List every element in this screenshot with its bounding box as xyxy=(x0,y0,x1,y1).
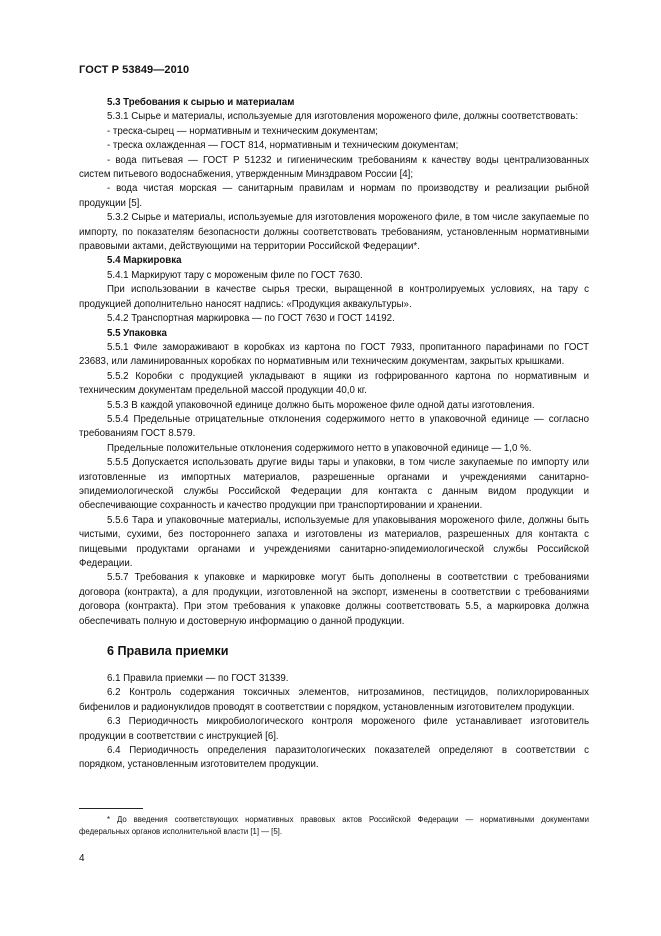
paragraph-5-5-4: 5.5.4 Предельные отрицательные отклонения содержимого нетто в упаковочной единице — согласно требованиям ГОСТ 8.579. xyxy=(79,413,589,440)
paragraph-5-5-2: 5.5.2 Коробки с продукцией укладывают в ящики из гофрированного картона по нормативным и техническим документам предельной массой продукции 40,0 кг. xyxy=(79,370,589,397)
document-body xyxy=(79,96,589,773)
paragraph-6-3: 6.3 Периодичность микробиологического контроля мороженого филе устанавливает изготовитель продукции в соответствии с инструкцией [6]. xyxy=(79,716,589,742)
list-item: - треска охлажденная — ГОСТ 814, нормативным и техническим документам; xyxy=(107,140,459,152)
footnote-divider xyxy=(79,808,143,809)
paragraph-5-5-3: 5.5.3 В каждой упаковочной единице должно быть мороженое филе одной даты изготовления. xyxy=(107,399,535,411)
paragraph-5-4-2: 5.4.2 Транспортная маркировка — по ГОСТ 7630 и ГОСТ 14192. xyxy=(107,313,395,325)
list-item: - треска-сырец — нормативным и техническим документам; xyxy=(107,125,378,137)
section-5-3-heading: 5.3 Требования к сырью и материалам xyxy=(107,97,295,108)
document-header: ГОСТ Р 53849—2010 xyxy=(79,64,190,76)
paragraph-5-5-6: 5.5.6 Тара и упаковочные материалы, используемые для упаковывания мороженого филе, должны быть чистыми, сухими, без постороннего запаха и изготовлены из материалов, разрешенных для контакта с пищевыми продуктами органами и учреждениями санитарно-эпидемиологической службы Российской Федерации. xyxy=(79,514,589,569)
paragraph-5-5-4-cont: Предельные положительные отклонения содержимого нетто в упаковочной единице — 1,0 %. xyxy=(107,442,532,454)
list-item: - вода чистая морская — санитарным правилам и нормам по производству и реализации рыбной продукции [5]. xyxy=(79,183,589,209)
page-number: 4 xyxy=(79,853,85,864)
section-5-4-heading: 5.4 Маркировка xyxy=(107,255,182,267)
paragraph-6-4: 6.4 Периодичность определения паразитологических показателей определяют в соответствии с порядком, установленным изготовителем продукции. xyxy=(79,745,589,771)
paragraph-5-5-5: 5.5.5 Допускается использовать другие виды тары и упаковки, в том числе закупаемые по импорту или изготовленные из импортных материалов, разрешенные органами и учреждениями санитарно-эпидемиологической службы Российской Федерации для контакта с данным видом продукции и обеспечивающие сохранность и качество продукции при транспортировании и хранении. xyxy=(79,457,589,512)
paragraph-5-5-1: 5.5.1 Филе замораживают в коробках из картона по ГОСТ 7933, пропитанного парафинами по ГОСТ 23683, или ламинированных коробках по нормативным или техническим документам, закрытых крышками. xyxy=(79,341,589,368)
paragraph-6-1: 6.1 Правила приемки — по ГОСТ 31339. xyxy=(107,673,289,685)
footnote: * До введения соответствующих нормативных правовых актов Российской Федерации — нормативными документами федеральных органов исполнительной власти [1] — [5]. xyxy=(79,815,589,836)
paragraph-5-5-7: 5.5.7 Требования к упаковке и маркировке могут быть дополнены в соответствии с требованиями договора (контракта), а для продукции, изготовленной на экспорт, изменены в соответствии с требованиями договора (контракта). При этом требования к упаковке должны соответствовать 5.5, а маркировка должна обеспечивать полную и достоверную информацию о данной продукции. xyxy=(79,572,589,627)
paragraph-5-3-1: 5.3.1 Сырье и материалы, используемые для изготовления мороженого филе, должны соответствовать: xyxy=(107,111,579,123)
list-item: - вода питьевая — ГОСТ Р 51232 и гигиеническим требованиям к качеству воды централизованных систем питьевого водоснабжения, утвержденным Минздравом России [4]; xyxy=(79,154,589,181)
paragraph-5-4-1: 5.4.1 Маркируют тару с мороженым филе по ГОСТ 7630. xyxy=(107,269,363,281)
paragraph-6-2: 6.2 Контроль содержания токсичных элементов, нитрозаминов, пестицидов, полихлорированных бифенилов и радионуклидов проводят в соответствии с порядком, установленным изготовителем продукции. xyxy=(79,687,589,713)
section-6-heading: 6 Правила приемки xyxy=(107,644,229,659)
section-5-5-heading: 5.5 Упаковка xyxy=(107,327,167,339)
paragraph-5-4-1-cont: При использовании в качестве сырья трески, выращенной в контролируемых условиях, на тару с продукцией дополнительно наносят надпись: «Продукция аквакультуры». xyxy=(79,284,589,310)
paragraph-5-3-2: 5.3.2 Сырье и материалы, используемые для изготовления мороженого филе, в том числе закупаемые по импорту, по показателям безопасности должны соответствовать требованиям, установленным нормативными правовыми актами, действующими на территории Российской Федерации*. xyxy=(79,212,589,253)
